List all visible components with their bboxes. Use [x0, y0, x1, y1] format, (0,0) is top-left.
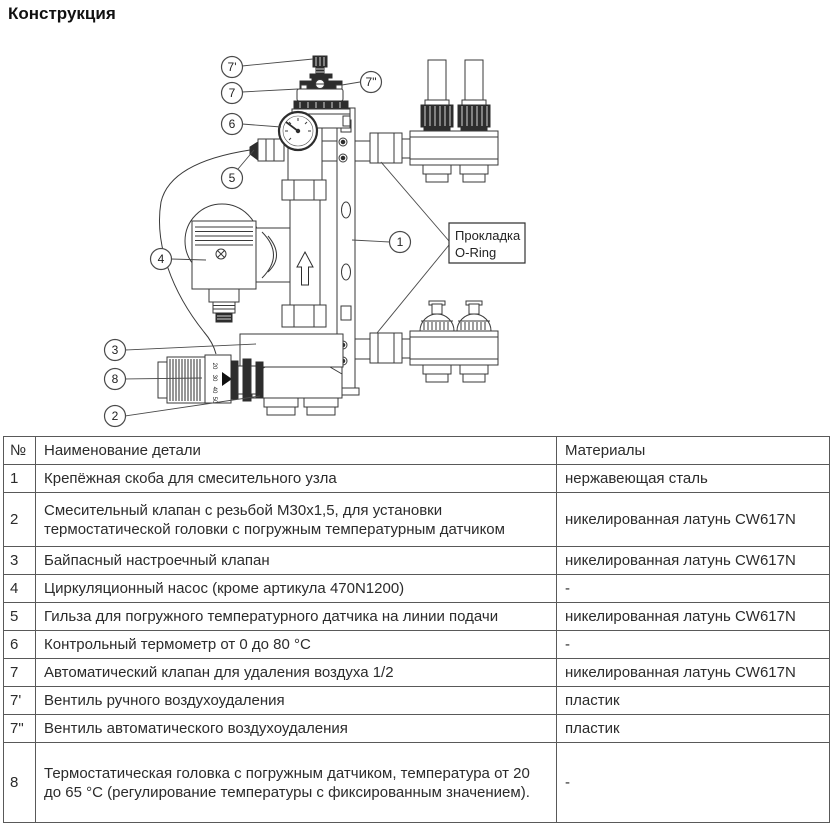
part-num: 5 — [4, 603, 36, 631]
callout-7-prime-label: 7' — [227, 60, 237, 74]
part-name: Байпасный настроечный клапан — [36, 547, 557, 575]
part-name: Автоматический клапан для удаления воздуха 1/2 — [36, 659, 557, 687]
table-row — [4, 687, 830, 715]
circulation-pump — [185, 204, 290, 322]
callout-4-label: 4 — [157, 252, 165, 266]
oring-label-line2: O-Ring — [455, 245, 497, 260]
return-manifold — [340, 301, 498, 382]
part-num: 6 — [4, 631, 36, 659]
table-row — [4, 715, 830, 743]
union-nut-return — [370, 333, 402, 363]
table-row — [4, 603, 830, 631]
table-row — [4, 743, 830, 823]
thermostatic-head — [158, 355, 263, 404]
part-num: 3 — [4, 547, 36, 575]
table-row — [4, 659, 830, 687]
page-title: Конструкция — [8, 4, 116, 23]
table-row — [4, 631, 830, 659]
scale-number: 40 — [211, 386, 217, 394]
air-vent-body — [297, 89, 343, 101]
scale-number: 20 — [211, 362, 217, 370]
callout-6-label: 6 — [228, 117, 236, 131]
part-num: 4 — [4, 575, 36, 603]
part-name: Крепёжная скоба для смесительного узла — [36, 465, 557, 493]
part-material: пластик — [557, 687, 830, 715]
table-header-row — [4, 437, 830, 465]
mixing-valve-body — [252, 367, 342, 398]
callout-2-label: 2 — [111, 409, 119, 423]
callout-7-dblprime-label: 7" — [365, 75, 377, 89]
sensor-sleeve — [250, 139, 284, 161]
part-num: 7 — [4, 659, 36, 687]
pump-terminal-box — [209, 289, 239, 302]
scale-number: 50 — [211, 396, 217, 404]
header-material: Материалы — [557, 437, 830, 465]
part-num: 7' — [4, 687, 36, 715]
part-name: Циркуляционный насос (кроме артикула 470N1200) — [36, 575, 557, 603]
callout-3-label: 3 — [111, 343, 119, 357]
part-num: 2 — [4, 493, 36, 547]
part-num: 1 — [4, 465, 36, 493]
part-material: - — [557, 743, 830, 823]
header-name: Наименование детали — [36, 437, 557, 465]
callout-1-label: 1 — [396, 235, 404, 249]
oring-label-line1: Прокладка — [455, 228, 521, 243]
part-name: Контрольный термометр от 0 до 80 °С — [36, 631, 557, 659]
riser-union-upper — [282, 180, 326, 200]
part-name: Вентиль автоматического воздухоудаления — [36, 715, 557, 743]
pump-group-drawing-svg — [0, 40, 834, 434]
table-row — [4, 493, 830, 547]
part-material: пластик — [557, 715, 830, 743]
part-material: никелированная латунь CW617N — [557, 547, 830, 575]
header-num: № — [4, 437, 36, 465]
part-material: - — [557, 575, 830, 603]
callout-8-label: 8 — [111, 372, 119, 386]
part-name: Гильза для погружного температурного датчика на линии подачи — [36, 603, 557, 631]
table-row — [4, 465, 830, 493]
part-material: никелированная латунь CW617N — [557, 603, 830, 631]
part-name: Вентиль ручного воздухоудаления — [36, 687, 557, 715]
manifold-handwheel-1 — [420, 301, 454, 331]
part-name: Смесительный клапан с резьбой М30х1,5, для установки термостатической головки с погружным температурным датчиком — [36, 493, 557, 547]
manifold-valve-top-2 — [458, 60, 490, 131]
table-row — [4, 575, 830, 603]
table-row — [4, 547, 830, 575]
callout-7-label: 7 — [228, 86, 236, 100]
union-nut-supply — [370, 133, 402, 163]
bypass-valve-body — [240, 334, 343, 367]
callout-5-label: 5 — [228, 171, 236, 185]
manifold-handwheel-2 — [457, 301, 491, 331]
part-material: никелированная латунь CW617N — [557, 659, 830, 687]
part-name: Термостатическая головка с погружным датчиком, температура от 20 до 65 °С (регулирование температуры с фиксированным значением). — [36, 743, 557, 823]
construction-diagram — [0, 40, 834, 434]
manifold-valve-top-1 — [421, 60, 453, 131]
riser-union-lower — [282, 305, 326, 327]
part-material: никелированная латунь CW617N — [557, 493, 830, 547]
part-material: - — [557, 631, 830, 659]
part-num: 7" — [4, 715, 36, 743]
thermometer-gauge — [279, 112, 317, 150]
parts-table — [3, 436, 830, 823]
part-material: нержавеющая сталь — [557, 465, 830, 493]
scale-number: 30 — [211, 374, 217, 382]
part-num: 8 — [4, 743, 36, 823]
